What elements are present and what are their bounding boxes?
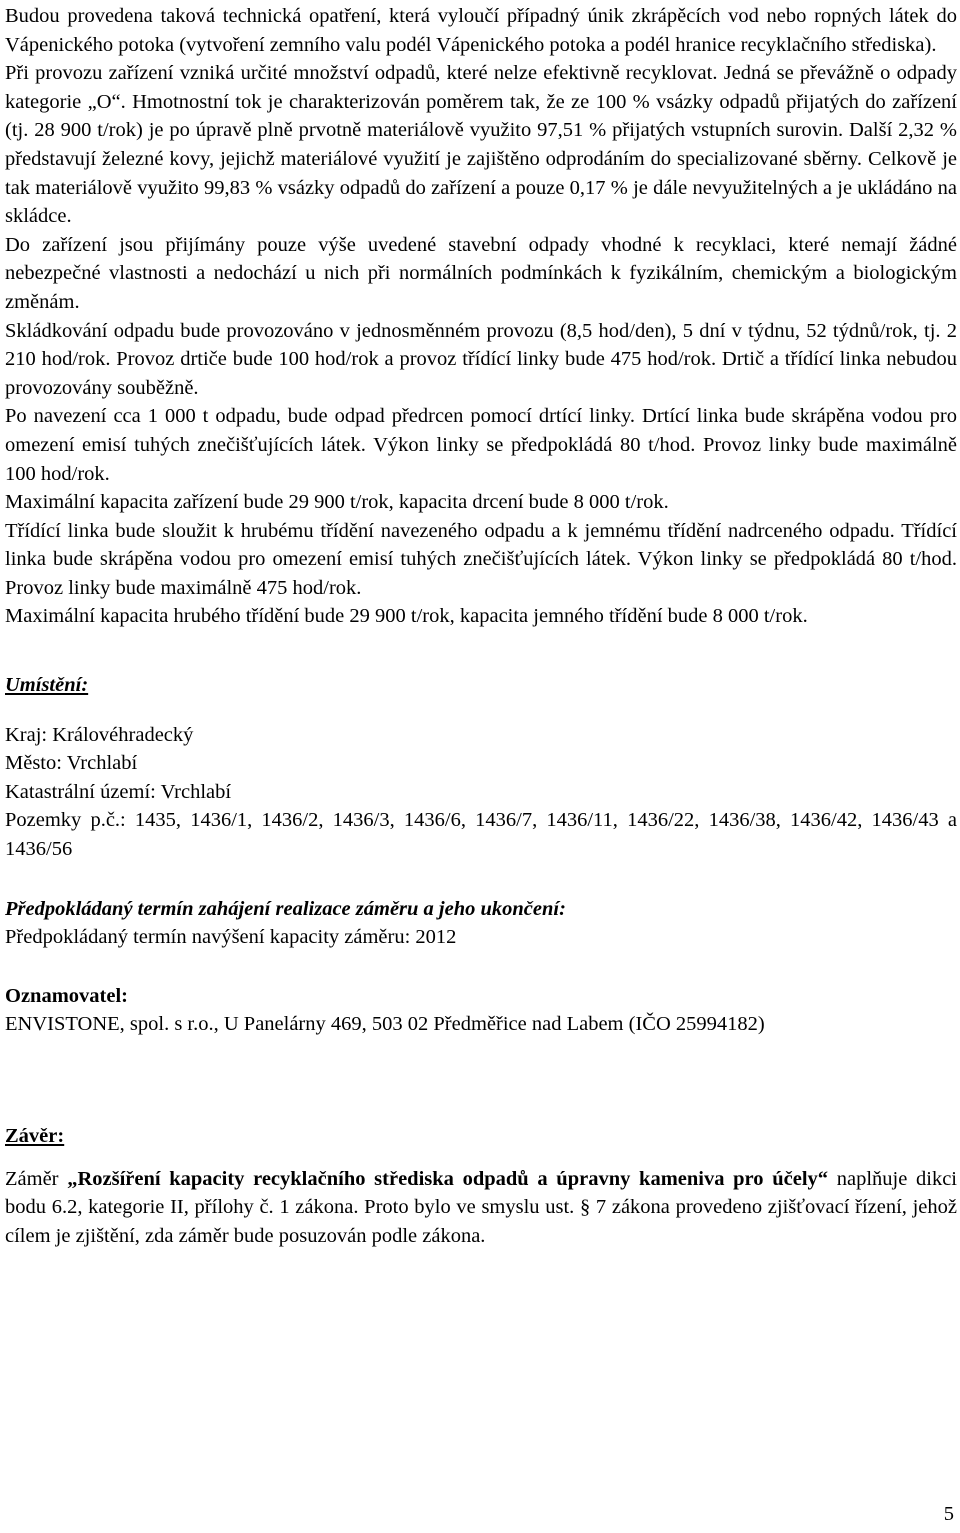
location-heading: Umístění: [5, 674, 89, 697]
paragraph-max-capacity: Maximální kapacita zařízení bude 29 900 t/rok, kapacita drcení bude 8 000 t/rok. [5, 491, 669, 514]
spacer [5, 864, 957, 895]
spacer [5, 1151, 957, 1165]
term-heading: Předpokládaný termín zahájení realizace záměru a jeho ukončení: [5, 897, 566, 920]
location-kraj: Kraj: Královéhradecký [5, 723, 194, 746]
term-text: Předpokládaný termín navýšení kapacity záměru: 2012 [5, 926, 457, 949]
spacer [5, 700, 957, 721]
paragraph-crushing: Po navezení cca 1 000 t odpadu, bude odpad předrcen pomocí drtící linky. Drtící linka bude skrápěna vodou pro omezení emisí tuhých znečišťujících látek. Výkon linky se předpokládá 80 t/hod. Provoz linky bude maximálně 100 hod/rok. [5, 405, 957, 485]
conclusion-text [5, 1165, 957, 1251]
conclusion-lead: Záměr [5, 1167, 68, 1190]
location-katastr: Katastrální území: Vrchlabí [5, 780, 232, 803]
spacer [5, 631, 957, 671]
paragraph-sorting-capacity: Maximální kapacita hrubého třídění bude 29 900 t/rok, kapacita jemného třídění bude 8 000 t/rok. [5, 605, 808, 628]
conclusion-rest: naplňuje dikci bodu 6.2, kategorie II, přílohy č. 1 zákona. Proto bylo ve smyslu ust. § 7 zákona provedeno zjišťovací řízení, jehož cílem je zjištění, zda záměr bude posuzován podle zákona. [5, 1167, 957, 1247]
spacer [5, 1039, 957, 1122]
conclusion-project-title: „Rozšíření kapacity recyklačního střediska odpadů a úpravny kameniva pro účely“ [67, 1167, 829, 1190]
notifier-text: ENVISTONE, spol. s r.o., U Panelárny 469, 503 02 Předměřice nad Labem (IČO 25994182) [5, 1013, 765, 1036]
spacer [5, 952, 957, 982]
paragraph-sorting-line: Třídící linka bude sloužit k hrubému třídění navezeného odpadu a k jemnému třídění nadrceného odpadu. Třídící linka bude skrápěna vodou pro omezení emisí tuhých znečišťujících látek. Výkon linky se předpokládá 80 t/hod. Provoz linky bude maximálně 475 hod/rok. [5, 519, 957, 599]
paragraph-drainage: Budou provedena taková technická opatření, která vyloučí případný únik zkrápěcích vod nebo ropných látek do Vápenického potoka (vytvoření zemního valu podél Vápenického potoka a podél hranice recyklačního střediska). [5, 5, 957, 56]
paragraph-operation-hours: Skládkování odpadu bude provozováno v jednosměnném provozu (8,5 hod/den), 5 dní v týdnu, 52 týdnů/rok, tj. 2 210 hod/rok. Provoz drtiče bude 100 hod/rok a provoz třídící linky bude 475 hod/rok. Drtič a třídící linka nebudou provozovány souběžně. [5, 319, 957, 399]
notifier-heading: Oznamovatel: [5, 984, 128, 1007]
location-mesto: Město: Vrchlabí [5, 752, 138, 775]
paragraph-waste-flow: Při provozu zařízení vzniká určité množství odpadů, které nelze efektivně recyklovat. Jedná se převážně o odpady kategorie „O“. Hmotnostní tok je charakterizován poměrem tak, že ze 100 % vsázky odpadů přijatých do zařízení (tj. 28 900 t/rok) je po úpravě plně prvotně materiálově využito 97,51 % přijatých vstupních surovin. Další 2,32 % představují železné kovy, jejichž materiálové využití je zajištěno odprodáním do specializované sběrny. Celkově je tak materiálově využito 99,83 % vsázky odpadů do zařízení a pouze 0,17 % je dále nevyužitelných a je ukládáno na skládce. [5, 62, 957, 228]
document-page [5, 2, 957, 1250]
page-number: 5 [943, 1503, 954, 1525]
location-pozemky: Pozemky p.č.: 1435, 1436/1, 1436/2, 1436/3, 1436/6, 1436/7, 1436/11, 1436/22, 1436/38, 1436/42, 1436/43 a 1436/56 [5, 809, 957, 861]
paragraph-accepted-waste: Do zařízení jsou přijímány pouze výše uvedené stavební odpady vhodné k recyklaci, které nemají žádné nebezpečné vlastnosti a nedochází u nich při normálních podmínkách k fyzikálním, chemickým a biologickým změnám. [5, 233, 957, 313]
conclusion-heading: Závěr: [5, 1125, 65, 1147]
